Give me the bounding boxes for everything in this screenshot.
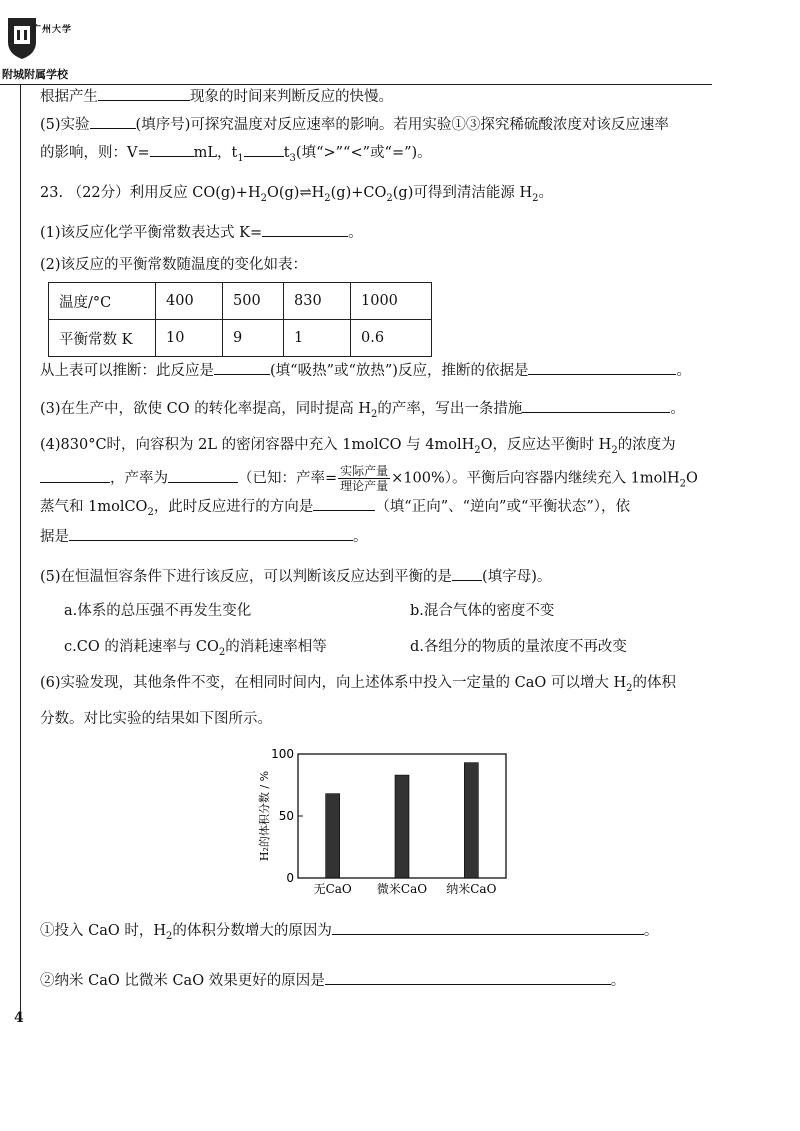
q23-part4-line3: 蒸气和 1molCO$_2$，此时反应进行的方向是 （填“正向”、“逆向”或“平衡状态”），依 bbox=[40, 496, 630, 524]
q22-line-b: (5)实验 (填序号)可探究温度对反应速率的影响。若用实验①③探究稀硫酸浓度对该反应速率 bbox=[40, 114, 669, 136]
option-d: d.各组分的物质的量浓度不再改变 bbox=[410, 639, 627, 655]
q23-part6-line2: 分数。对比实验的结果如下图所示。 bbox=[40, 711, 272, 727]
q22-line-a: 根据产生 现象的时间来判断反应的快慢。 bbox=[40, 86, 393, 108]
table-cell: 0.6 bbox=[351, 320, 432, 357]
table-row bbox=[49, 320, 432, 357]
q23-part4-line1: (4)830°C时，向容积为 2L 的密闭容器中充入 1molCO 与 4molH$_2$O，反应达平衡时 $H_2$的浓度为 bbox=[40, 437, 676, 456]
answer-blank[interactable] bbox=[313, 496, 375, 511]
logo-text-bottom: 附城附属学校 bbox=[2, 68, 68, 81]
school-emblem-icon bbox=[4, 14, 40, 60]
y-tick-label: 100 bbox=[271, 747, 294, 761]
answer-blank[interactable] bbox=[69, 526, 353, 541]
answer-blank[interactable] bbox=[98, 86, 190, 101]
table-header-temperature: 温度/°C bbox=[49, 283, 156, 320]
table-cell: 9 bbox=[223, 320, 284, 357]
option-b: b.混合气体的密度不变 bbox=[410, 603, 555, 619]
answer-blank[interactable] bbox=[40, 468, 110, 483]
table-row bbox=[49, 283, 432, 320]
answer-blank[interactable] bbox=[214, 360, 270, 375]
q23-part4-line2: ，产率为 （已知：产率= $\frac{\text{实际产量}}{\text{理论产量}}$ ×100%）。平衡后向容器内继续充入 1molH$_2$O bbox=[40, 464, 698, 495]
answer-blank[interactable] bbox=[150, 142, 194, 157]
bar-无CaO bbox=[326, 794, 340, 878]
bar-纳米CaO bbox=[464, 763, 478, 878]
table-cell: 1000 bbox=[351, 283, 432, 320]
option-a: a.体系的总压强不再发生变化 bbox=[64, 603, 252, 619]
yield-fraction: $\frac{\text{实际产量}}{\text{理论产量}}$ bbox=[340, 464, 389, 493]
page-number: 4 bbox=[14, 1010, 24, 1026]
table-header-constant: 平衡常数 K bbox=[49, 320, 156, 357]
q23-part6-line1: (6)实验发现，其他条件不变，在相同时间内，向上述体系中投入一定量的 CaO 可以增大 $H_2$的体积 bbox=[40, 675, 677, 694]
q23-part2-inference: 从上表可以推断：此反应是 (填“吸热”或“放热”)反应，推断的依据是 。 bbox=[40, 360, 691, 382]
answer-blank[interactable] bbox=[325, 970, 611, 985]
table-cell: 830 bbox=[284, 283, 351, 320]
q23-part3: (3)在生产中，欲使 CO 的转化率提高，同时提高 $H_2$的产率，写出一条措施 。 bbox=[40, 398, 685, 426]
q23-part5: (5)在恒温恒容条件下进行该反应，可以判断该反应达到平衡的是 (填字母)。 bbox=[40, 566, 551, 588]
school-logo bbox=[2, 14, 74, 84]
answer-blank[interactable] bbox=[244, 142, 284, 157]
q23-part2: (2)该反应的平衡常数随温度的变化如表： bbox=[40, 257, 308, 273]
equilibrium-constant-table bbox=[48, 282, 432, 357]
bar-微米CaO bbox=[395, 775, 409, 878]
table-cell: 10 bbox=[156, 320, 223, 357]
q23-part1: (1)该反应化学平衡常数表达式 K= 。 bbox=[40, 222, 363, 244]
y-tick-label: 50 bbox=[278, 809, 294, 823]
q22-line-c: 的影响，则：V= mL，$t_1$ $t_3$(填“>”“<”或“=”)。 bbox=[40, 142, 432, 170]
table-cell: 1 bbox=[284, 320, 351, 357]
y-axis-label: H₂的体积分数 / % bbox=[258, 770, 271, 862]
margin-rule bbox=[20, 84, 21, 1014]
answer-blank[interactable] bbox=[262, 222, 348, 237]
answer-blank[interactable] bbox=[452, 566, 482, 581]
answer-blank[interactable] bbox=[90, 114, 136, 129]
table-cell: 400 bbox=[156, 283, 223, 320]
answer-blank[interactable] bbox=[528, 360, 676, 375]
x-tick-label: 微米CaO bbox=[376, 882, 428, 896]
q23-part6-q1: ①投入 CaO 时，$H_2$的体积分数增大的原因为 。 bbox=[40, 920, 658, 948]
q23-part4-line4: 据是 。 bbox=[40, 526, 368, 548]
q23-stem: 23. （22分）利用反应 $CO(g)+H_2O(g)\rightleftharpoons H_2(g)+CO_2(g)$可得到清洁能源 $H_2$。 bbox=[40, 185, 553, 204]
answer-blank[interactable] bbox=[522, 398, 670, 413]
option-c: c.CO 的消耗速率与 $CO_2$的消耗速率相等 bbox=[64, 639, 327, 658]
h2-volume-fraction-chart bbox=[240, 740, 520, 900]
answer-blank[interactable] bbox=[332, 920, 644, 935]
answer-blank[interactable] bbox=[168, 468, 238, 483]
x-tick-label: 纳米CaO bbox=[446, 882, 497, 896]
logo-text-top: 广州大学 bbox=[32, 25, 73, 35]
header-rule bbox=[0, 84, 712, 85]
q23-part6-q2: ②纳米 CaO 比微米 CaO 效果更好的原因是 。 bbox=[40, 970, 625, 992]
y-tick-label: 0 bbox=[286, 871, 294, 885]
x-tick-label: 无CaO bbox=[313, 882, 352, 896]
table-cell: 500 bbox=[223, 283, 284, 320]
